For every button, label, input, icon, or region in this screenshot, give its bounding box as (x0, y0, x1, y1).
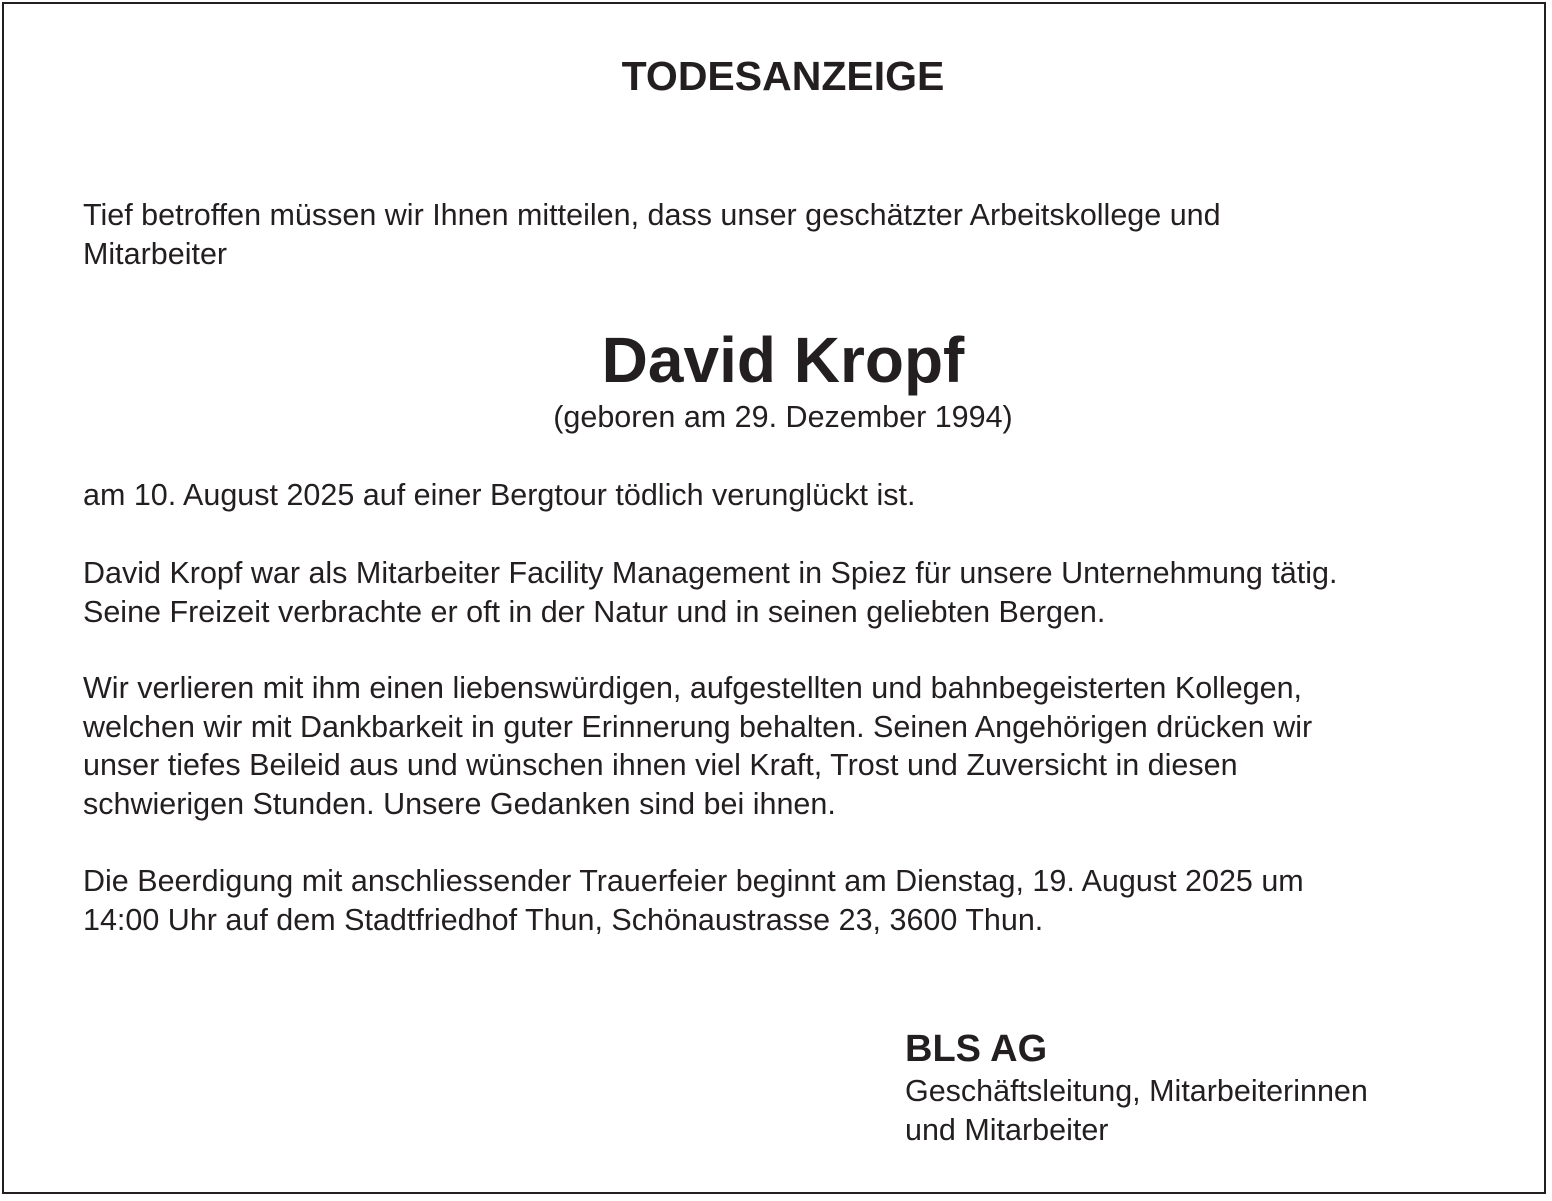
sender-subtitle: Geschäftsleitung, Mitarbeiterinnen und Mitarbeiter (905, 1074, 1368, 1147)
work-paragraph: David Kropf war als Mitarbeiter Facility Management in Spiez für unsere Unternehmung tätig. Seine Freizeit verbrachte er oft in der Natur und in seinen geliebten Bergen. (83, 556, 1338, 629)
deceased-name: David Kropf (601, 324, 965, 396)
notice-title: TODESANZEIGE (621, 53, 945, 99)
sender-company: BLS AG (905, 1028, 1048, 1070)
tribute-paragraph: Wir verlieren mit ihm einen liebenswürdigen, aufgestellten und bahnbegeisterten Kollegen, welchen wir mit Dankbarkeit in guter Erinnerung behalten. Seinen Angehörigen drücken wir unser tiefes Beileid aus und wünschen ihnen viel Kraft, Trost und Zuversicht in diesen schwierigen Stunden. Unsere Gedanken sind bei ihnen. (83, 671, 1313, 821)
death-paragraph: am 10. August 2025 auf einer Bergtour tödlich verunglückt ist. (83, 478, 916, 512)
intro-paragraph: Tief betroffen müssen wir Ihnen mitteilen, dass unser geschätzter Arbeitskollege und Mitarbeiter (83, 198, 1221, 271)
funeral-paragraph: Die Beerdigung mit anschliessender Trauerfeier beginnt am Dienstag, 19. August 2025 um 14:00 Uhr auf dem Stadtfriedhof Thun, Schönaustrasse 23, 3600 Thun. (83, 864, 1304, 937)
birth-date: (geboren am 29. Dezember 1994) (553, 400, 1013, 434)
sender-block (905, 1026, 1505, 1149)
